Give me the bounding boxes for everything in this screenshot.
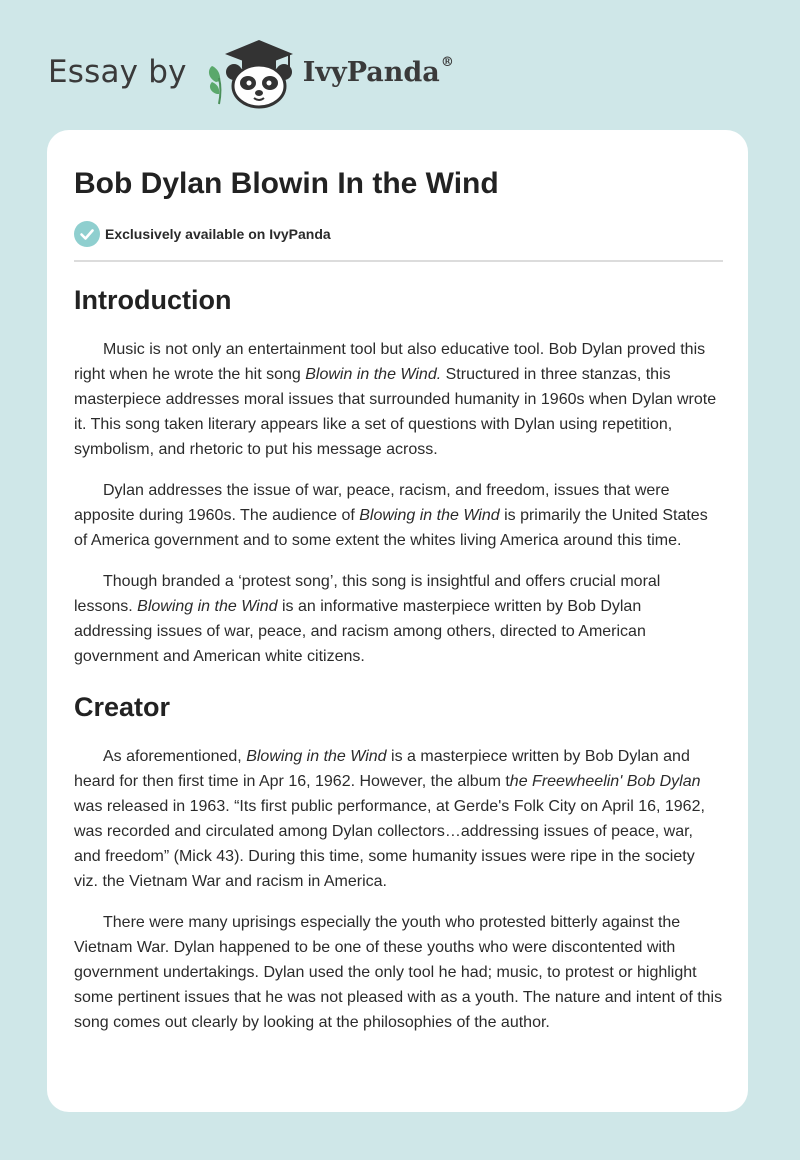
exclusive-badge: [74, 221, 723, 247]
section-heading-creator: Creator: [74, 692, 171, 722]
intro-paragraph-1: Music is not only an entertainment tool but also educative tool. Bob Dylan proved this right when he wrote the hit song Blowin in the Wind. Structured in three stanzas, this masterpiece addresses moral issues that surrounded humanity in 1960s when Dylan wrote it. This song taken literary appears like a set of questions with Dylan using repetition, symbolism, and rhetoric to put his message across.: [74, 341, 717, 458]
essay-card: [47, 130, 748, 1112]
check-circle-icon: [74, 221, 100, 247]
panda-graduate-logo-icon: [203, 34, 301, 110]
intro-paragraph-2: Dylan addresses the issue of war, peace, racism, and freedom, issues that were apposite during 1960s. The audience of Blowing in the Wind is primarily the United States of America government and to some extent the whites living America around this time.: [74, 482, 708, 549]
intro-paragraph-3: Though branded a ‘protest song’, this song is insightful and offers crucial moral lessons. Blowing in the Wind is an informative masterpiece written by Bob Dylan addressing issues of war, peace, and racism among others, directed to American government and American white citizens.: [74, 573, 661, 665]
creator-paragraph-2: There were many uprisings especially the youth who protested bitterly against the Vietnam War. Dylan happened to be one of these youths who were discontented with government undertakings. Dylan used the only tool he had; music, to protest or highlight some pertinent issues that he was not pleased with as a youth. The nature and intent of this song comes out clearly by looking at the philosophies of the author.: [74, 914, 723, 1031]
badge-text: Exclusively available on IvyPanda: [105, 226, 331, 242]
site-brand[interactable]: [48, 34, 454, 110]
section-heading-introduction: Introduction: [74, 285, 232, 315]
essay-title: Bob Dylan Blowin In the Wind: [74, 167, 499, 200]
brand-name: IvyPanda®: [302, 54, 454, 88]
brand-prefix: Essay by: [48, 54, 187, 90]
essay-content: [74, 164, 723, 1035]
divider: [74, 260, 723, 262]
registered-mark: ®: [440, 54, 454, 70]
creator-paragraph-1: As aforementioned, Blowing in the Wind is a masterpiece written by Bob Dylan and heard for then first time in Apr 16, 1962. However, the album the Freewheelin' Bob Dylan was released in 1963. “Its first public performance, at Gerde's Folk City on April 16, 1962, was recorded and circulated among Dylan collectors…addressing issues of peace, war, and freedom” (Mick 43). During this time, some humanity issues were ripe in the society viz. the Vietnam War and racism in America.: [74, 748, 705, 890]
